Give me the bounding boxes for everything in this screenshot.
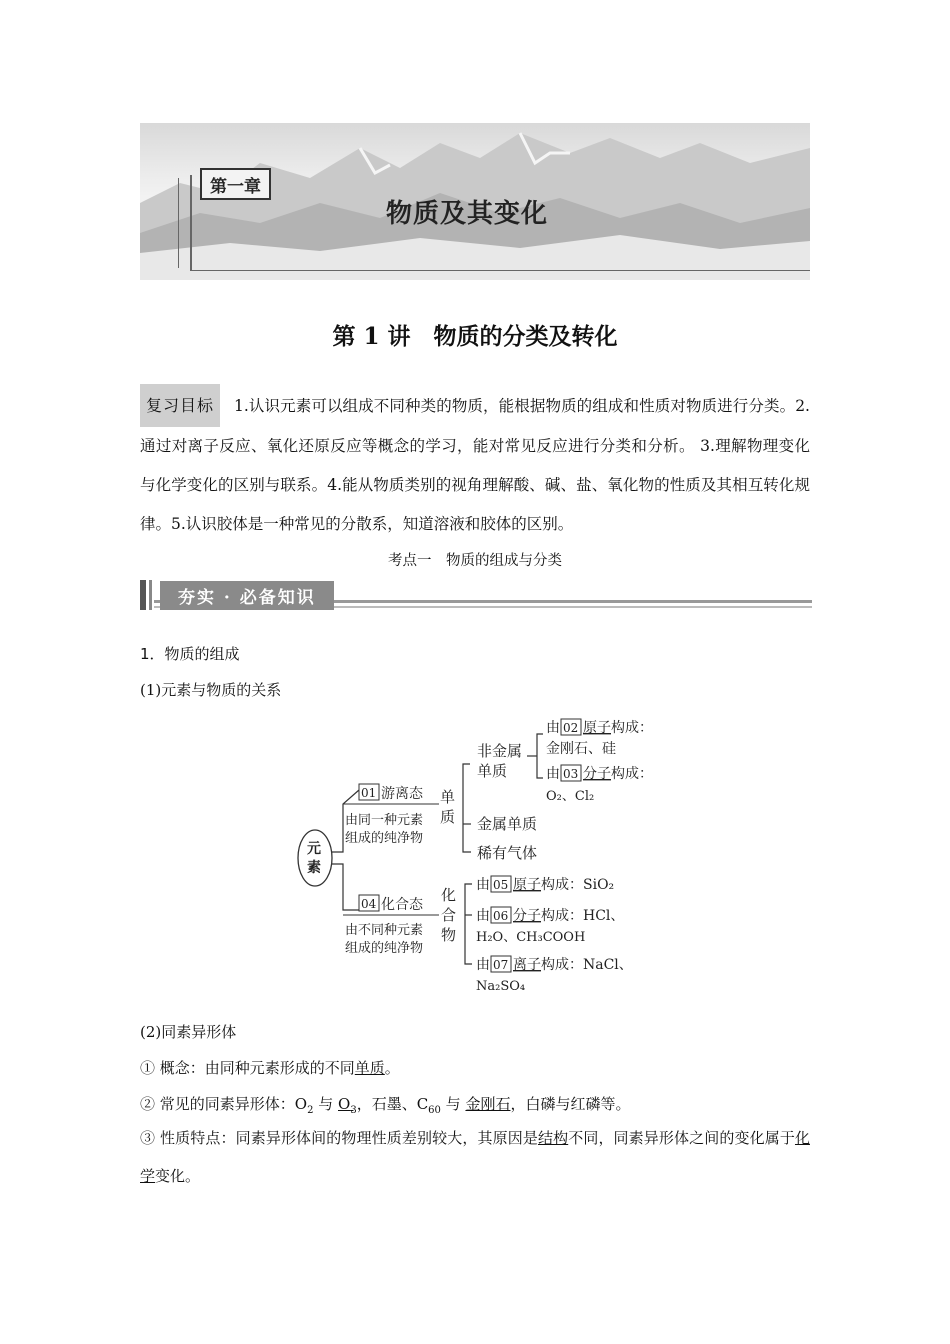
c-atom-num: 05 [493, 878, 509, 892]
nm-mol-ex: O₂、Cl₂ [546, 789, 595, 804]
knowledge-label: 夯实 · 必备知识 [160, 581, 334, 610]
free-num: 01 [361, 786, 377, 800]
section-1-heading: 1．物质的组成 [140, 645, 240, 663]
c-ion-label: 离子 [513, 957, 541, 973]
c-mol-pre: 由 [476, 908, 490, 924]
free-desc-2: 组成的纯净物 [345, 831, 424, 846]
free-desc-1: 由同一种元素 [345, 813, 424, 828]
compound-char-1: 化 [441, 886, 457, 904]
nm-mol-post: 构成： [611, 766, 653, 782]
nm-atom-pre: 由 [546, 720, 560, 736]
chapter-label: 第一章 [200, 168, 271, 200]
simple-char-2: 质 [440, 808, 456, 826]
nm-atom-num: 02 [563, 721, 579, 735]
nm-mol-label: 分子 [583, 766, 611, 782]
c-mol-num: 06 [493, 909, 509, 923]
chapter-title: 物质及其变化 [386, 199, 549, 229]
section-1-sub: (1)元素与物质的关系 [140, 681, 282, 699]
nm-atom-label: 原子 [583, 720, 611, 736]
c-mol-post: 构成：HCl、 [541, 908, 625, 924]
banner-frame-left [190, 175, 192, 270]
c-ion-pre: 由 [476, 957, 490, 973]
c-atom-label: 原子 [513, 877, 541, 893]
c-mol-label: 分子 [513, 908, 541, 924]
c-ion-post: 构成：NaCl、 [541, 957, 633, 973]
review-objectives [140, 384, 810, 544]
c-ion-ex: Na₂SO₄ [476, 979, 526, 994]
allotrope-properties: ③ 性质特点：同素异形体间的物理性质差别较大，其原因是结构不同，同素异形体之间的变化属于化学变化。 [140, 1129, 810, 1185]
nm-atom-ex: 金刚石、硅 [546, 741, 616, 757]
review-text: 1.认识元素可以组成不同种类的物质，能根据物质的组成和性质对物质进行分类。2.通过对离子反应、氧化还原反应等概念的学习，能对常见反应进行分类和分析。 3.理解物理变化与化学变化的区别与联系。4.能从物质类别的视角理解酸、碱、盐、氧化物的性质及其相互转化规律。5.认识胶体是一种常见的分散系，知道溶液和胶体的区别。 [140, 397, 810, 533]
nm-mol-num: 03 [563, 767, 579, 781]
c-atom-pre: 由 [476, 877, 490, 893]
kaodian-heading: 考点一 物质的组成与分类 [388, 553, 562, 569]
c-atom-post: 构成：SiO₂ [541, 877, 615, 893]
noble-gas: 稀有气体 [477, 844, 538, 862]
root-char-1: 元 [307, 841, 321, 857]
lecture-title: 第 1 讲 物质的分类及转化 [332, 323, 618, 350]
review-tag: 复习目标 [140, 384, 220, 427]
comb-num: 04 [361, 897, 377, 911]
root-char-2: 素 [307, 860, 321, 876]
nonmetal-2: 单质 [477, 762, 508, 780]
free-label: 游离态 [381, 786, 423, 802]
comb-desc-2: 组成的纯净物 [345, 941, 424, 956]
nonmetal-1: 非金属 [477, 742, 523, 760]
simple-char-1: 单 [440, 788, 456, 806]
root-ellipse [298, 830, 332, 886]
element-substance-diagram [295, 712, 675, 1002]
banner-frame-inner [178, 178, 179, 268]
compound-char-2: 合 [441, 906, 457, 924]
section-2-heading: (2)同素异形体 [140, 1023, 237, 1041]
allotrope-examples: ② 常见的同素异形体：$O_2$ 与 $O_3$，石墨、$C_{60}$ 与 金刚石，白磷与红磷等。 [140, 1095, 631, 1116]
knowledge-section-bar [140, 578, 812, 612]
nm-mol-pre: 由 [546, 766, 560, 782]
c-ion-num: 07 [493, 958, 509, 972]
metal-simple: 金属单质 [477, 815, 538, 833]
comb-label: 化合态 [381, 897, 423, 913]
comb-desc-1: 由不同种元素 [345, 923, 424, 938]
allotrope-concept: ① 概念：由同种元素形成的不同单质。 [140, 1059, 400, 1077]
compound-char-3: 物 [441, 926, 457, 944]
banner-frame-bottom [190, 270, 810, 271]
nm-atom-post: 构成： [611, 720, 653, 736]
c-mol-ex: H₂O、CH₃COOH [476, 930, 586, 945]
